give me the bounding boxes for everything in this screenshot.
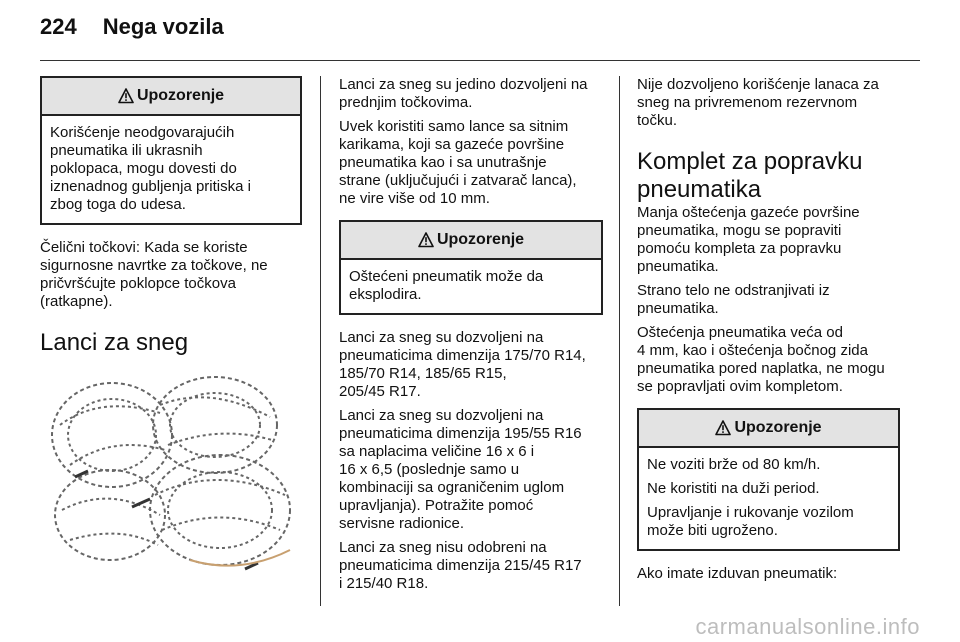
warning-item: Upravljanje i rukovanje vozilom može biti ugroženo. xyxy=(647,504,854,539)
paragraph xyxy=(339,539,603,593)
text-line: pneumatika, mogu se popraviti xyxy=(637,222,842,239)
heading-line: Komplet za popravku xyxy=(637,148,863,175)
text-line: se popravljati ovim kompletom. xyxy=(637,378,843,395)
column-divider-2 xyxy=(619,76,620,606)
warning-label: Upozorenje xyxy=(734,419,822,436)
text-line: pneumaticima dimenzija 215/45 R17 xyxy=(339,557,582,574)
warning-label: Upozorenje xyxy=(136,87,225,104)
header-rule xyxy=(40,60,920,61)
text-line: ne vire više od 10 mm. xyxy=(339,190,490,207)
text-line: servisne radionice. xyxy=(339,515,465,532)
text-line: kombinaciji sa ograničenim uglom xyxy=(339,479,565,496)
text-line: Oštećenja pneumatika veća od xyxy=(637,324,843,341)
warning-label: Upozorenje xyxy=(436,231,525,248)
text-line: strane (uključujući i zatvarač lanca), xyxy=(339,172,577,189)
warning-box xyxy=(40,76,302,225)
text-line: Lanci za sneg nisu odobreni na xyxy=(339,539,547,556)
text-line: pneumatika. xyxy=(637,300,719,317)
warning-header xyxy=(639,410,898,448)
text-line: iznenadnog gubljenja pritiska i xyxy=(50,178,251,195)
warning-box xyxy=(637,408,900,551)
warning-header xyxy=(341,222,601,260)
snow-chains-illustration xyxy=(40,365,302,579)
text-line: Čelični točkovi: Kada se koriste xyxy=(40,239,248,256)
warning-item: Ne voziti brže od 80 km/h. xyxy=(647,456,821,473)
text-line: pneumaticima dimenzija 175/70 R14, xyxy=(339,347,586,364)
warning-header xyxy=(42,78,300,116)
text-line: pneumatika pored naplatka, ne mogu xyxy=(637,360,885,377)
text-line: Lanci za sneg su dozvoljeni na xyxy=(339,329,544,346)
paragraph xyxy=(339,118,603,208)
text-line: eksplodira. xyxy=(349,286,422,303)
warning-box xyxy=(339,220,603,315)
text-line: Lanci za sneg su dozvoljeni na xyxy=(339,407,544,424)
text-line: i 215/40 R18. xyxy=(339,575,429,592)
warning-item: Ne koristiti na duži period. xyxy=(647,480,820,497)
text-line: 205/45 R17. xyxy=(339,383,421,400)
text-line: poklopaca, mogu dovesti do xyxy=(50,160,237,177)
text-line: 4 mm, kao i oštećenja bočnog zida xyxy=(637,342,868,359)
text-line: Nije dozvoljeno korišćenje lanaca za xyxy=(637,76,879,93)
text-line: Uvek koristiti samo lance sa sitnim xyxy=(339,118,569,135)
text-line: Ako imate izduvan pneumatik: xyxy=(637,565,838,582)
text-line: (ratkapne). xyxy=(40,293,113,310)
text-line: sigurnosne navrtke za točkove, ne xyxy=(40,257,268,274)
text-line: pneumatika kao i sa unutrašnje xyxy=(339,154,547,171)
page-header xyxy=(40,14,224,40)
section-heading xyxy=(637,148,900,204)
text-line: sa naplacima veličine 16 x 6 i xyxy=(339,443,535,460)
heading-line: pneumatika xyxy=(637,176,762,203)
warning-triangle-icon xyxy=(715,420,731,436)
paragraph xyxy=(637,76,900,130)
text-line: sneg na privremenom rezervnom xyxy=(637,94,858,111)
paragraph xyxy=(339,407,603,533)
text-line: pomoću kompleta za popravku xyxy=(637,240,842,257)
paragraph xyxy=(40,239,302,311)
column-2 xyxy=(339,76,603,599)
watermark: carmanualsonline.info xyxy=(695,614,920,639)
text-line: karikama, koji sa gazeće površine xyxy=(339,136,565,153)
paragraph xyxy=(637,204,900,276)
text-line: Oštećeni pneumatik može da xyxy=(349,268,544,285)
text-line: pneumaticima dimenzija 195/55 R16 xyxy=(339,425,582,442)
text-line: upravljanja). Potražite pomoć xyxy=(339,497,534,514)
column-3 xyxy=(637,76,900,589)
paragraph xyxy=(339,76,603,112)
text-line: točku. xyxy=(637,112,678,129)
warning-body xyxy=(341,260,601,313)
text-line: 16 x 6,5 (poslednje samo u xyxy=(339,461,520,478)
paragraph xyxy=(339,329,603,401)
warning-triangle-icon xyxy=(118,88,134,104)
text-line: pneumatika ili ukrasnih xyxy=(50,142,203,159)
text-line: zbog toga do udesa. xyxy=(50,196,186,213)
column-divider-1 xyxy=(320,76,321,606)
text-line: pneumatika. xyxy=(637,258,719,275)
text-line: Manja oštećenja gazeće površine xyxy=(637,204,860,221)
text-line: Strano telo ne odstranjivati iz xyxy=(637,282,830,299)
warning-body xyxy=(42,116,300,223)
page-title: Nega vozila xyxy=(102,14,224,39)
column-1 xyxy=(40,76,302,579)
paragraph xyxy=(637,282,900,318)
text-line: Korišćenje neodgovarajućih xyxy=(50,124,235,141)
paragraph xyxy=(637,324,900,396)
text-line: prednjim točkovima. xyxy=(339,94,473,111)
warning-triangle-icon xyxy=(418,232,434,248)
section-heading: Lanci za sneg xyxy=(40,329,189,356)
text-line: pričvršćujte poklopce točkova xyxy=(40,275,236,292)
text-line: Lanci za sneg su jedino dozvoljeni na xyxy=(339,76,588,93)
warning-body xyxy=(639,448,898,549)
page-number: 224 xyxy=(40,14,77,39)
text-line: 185/70 R14, 185/65 R15, xyxy=(339,365,507,382)
paragraph xyxy=(637,565,900,583)
